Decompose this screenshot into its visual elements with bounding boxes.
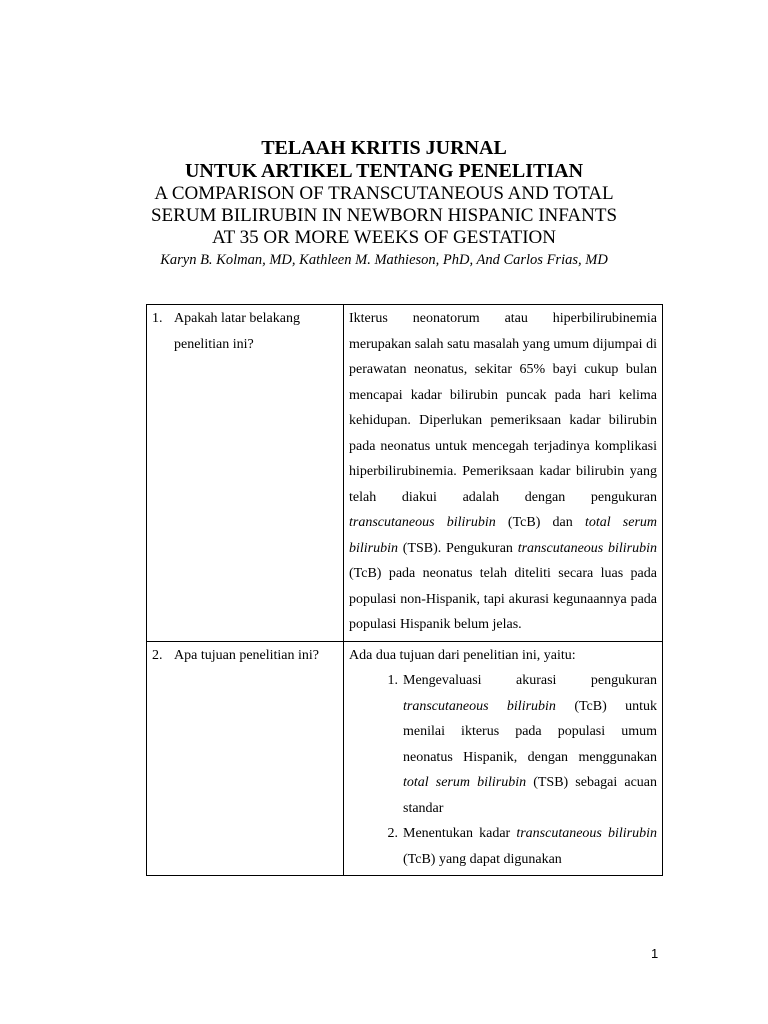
document-header [0, 137, 768, 269]
list-item [349, 821, 657, 872]
answer-text [349, 306, 657, 638]
answer-italic-term: total serum bilirubin [349, 515, 658, 556]
answer-segment: (TcB) dan [507, 515, 573, 530]
goal-text [403, 668, 657, 821]
question-text: Apakah latar belakang penelitian ini? [174, 311, 300, 352]
title-line-1: TELAAH KRITIS JURNAL [261, 137, 507, 159]
question-number: 1. [152, 311, 163, 326]
page-number: 1 [651, 946, 659, 961]
goals-list [349, 668, 657, 872]
answer-cell [344, 305, 663, 642]
question-number: 2. [152, 647, 163, 663]
goal-segment: (TcB) yang dapat digunakan [403, 851, 562, 867]
review-table [146, 304, 663, 876]
table-row [147, 641, 663, 876]
goal-number: 1. [387, 673, 398, 688]
answer-intro: Ada dua tujuan dari penelitian ini, yaitu: [349, 647, 576, 663]
answer-segment: Ikterus neonatorum atau hiperbilirubinemia merupakan salah satu masalah yang umum dijumpai di perawatan neonatus, sekitar 65% bayi cukup bulan mencapai kadar bilirubin puncak pada hari kelima kehidupan. Diperlukan pemeriksaan kadar bilirubin pada neonatus untuk mencegah terjadinya komplikasi hiperbilirubinemia. Pemeriksaan kadar bilirubin yang telah diakui adalah dengan pengukuran [349, 311, 657, 505]
question-text: Apa tujuan penelitian ini? [174, 647, 320, 663]
subtitle-line-3: AT 35 OR MORE WEEKS OF GESTATION [211, 227, 556, 248]
list-item [349, 668, 657, 821]
subtitle-line-2: SERUM BILIRUBIN IN NEWBORN HISPANIC INFANTS [150, 205, 618, 226]
answer-italic-term: transcutaneous bilirubin [517, 540, 658, 556]
goal-italic-term: total serum bilirubin [403, 775, 527, 790]
goal-italic-term: transcutaneous bilirubin [516, 826, 658, 841]
table-row [147, 305, 663, 642]
goal-segment: Menentukan kadar [403, 826, 511, 841]
authors: Karyn B. Kolman, MD, Kathleen M. Mathieson, PhD, And Carlos Frias, MD [160, 252, 608, 268]
goal-italic-term: transcutaneous bilirubin [403, 698, 556, 714]
title-line-2: UNTUK ARTIKEL TENTANG PENELITIAN [184, 160, 584, 182]
goal-text [403, 821, 657, 872]
goal-number: 2. [387, 826, 398, 841]
question-cell [147, 641, 344, 876]
question-cell [147, 305, 344, 642]
subtitle-line-1: A COMPARISON OF TRANSCUTANEOUS AND TOTAL [154, 183, 614, 204]
answer-cell [344, 641, 663, 876]
goal-segment: Mengevaluasi akurasi pengukuran [403, 673, 657, 688]
goal-segment: (TcB) untuk menilai ikterus pada populasi umum neonatus Hispanik, dengan menggunakan [403, 698, 658, 765]
answer-segment: (TcB) pada neonatus telah diteliti secara luas pada populasi non-Hispanik, tapi akurasi kegunaannya pada populasi Hispanik belum jelas. [349, 566, 657, 632]
answer-segment: (TSB). Pengukuran [402, 540, 513, 556]
answer-italic-term: transcutaneous bilirubin [349, 515, 496, 530]
goal-segment: (TSB) sebagai acuan standar [403, 775, 657, 816]
